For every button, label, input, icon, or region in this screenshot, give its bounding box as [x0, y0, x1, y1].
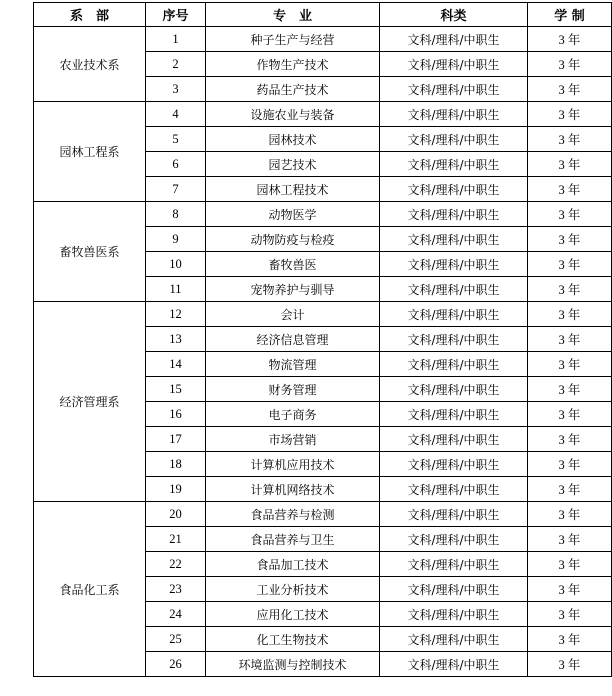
category-cell: 文科/理科/中职生 — [380, 452, 528, 477]
sequence-cell: 23 — [146, 577, 206, 602]
sequence-cell: 26 — [146, 652, 206, 677]
major-cell: 设施农业与装备 — [206, 102, 380, 127]
category-cell: 文科/理科/中职生 — [380, 152, 528, 177]
sequence-cell: 16 — [146, 402, 206, 427]
majors-table — [33, 2, 612, 677]
category-cell: 文科/理科/中职生 — [380, 327, 528, 352]
sequence-cell: 8 — [146, 202, 206, 227]
category-cell: 文科/理科/中职生 — [380, 477, 528, 502]
major-cell: 物流管理 — [206, 352, 380, 377]
header-dept: 系 部 — [34, 3, 146, 27]
category-cell: 文科/理科/中职生 — [380, 602, 528, 627]
major-cell: 宠物养护与驯导 — [206, 277, 380, 302]
duration-cell: 3 年 — [528, 77, 612, 102]
sequence-cell: 14 — [146, 352, 206, 377]
duration-cell: 3 年 — [528, 402, 612, 427]
major-cell: 畜牧兽医 — [206, 252, 380, 277]
category-cell: 文科/理科/中职生 — [380, 277, 528, 302]
sequence-cell: 1 — [146, 27, 206, 52]
major-cell: 计算机应用技术 — [206, 452, 380, 477]
department-cell: 园林工程系 — [34, 102, 146, 202]
sequence-cell: 5 — [146, 127, 206, 152]
duration-cell: 3 年 — [528, 127, 612, 152]
duration-cell: 3 年 — [528, 427, 612, 452]
sequence-cell: 21 — [146, 527, 206, 552]
duration-cell: 3 年 — [528, 602, 612, 627]
major-cell: 园林技术 — [206, 127, 380, 152]
category-cell: 文科/理科/中职生 — [380, 577, 528, 602]
major-cell: 应用化工技术 — [206, 602, 380, 627]
category-cell: 文科/理科/中职生 — [380, 252, 528, 277]
major-cell: 工业分析技术 — [206, 577, 380, 602]
table-body — [34, 27, 612, 677]
duration-cell: 3 年 — [528, 52, 612, 77]
major-cell: 作物生产技术 — [206, 52, 380, 77]
category-cell: 文科/理科/中职生 — [380, 102, 528, 127]
sequence-cell: 4 — [146, 102, 206, 127]
category-cell: 文科/理科/中职生 — [380, 227, 528, 252]
duration-cell: 3 年 — [528, 352, 612, 377]
table-row — [34, 27, 612, 52]
major-cell: 化工生物技术 — [206, 627, 380, 652]
duration-cell: 3 年 — [528, 652, 612, 677]
category-cell: 文科/理科/中职生 — [380, 127, 528, 152]
duration-cell: 3 年 — [528, 452, 612, 477]
header-category: 科类 — [380, 3, 528, 27]
duration-cell: 3 年 — [528, 27, 612, 52]
sequence-cell: 22 — [146, 552, 206, 577]
major-cell: 食品加工技术 — [206, 552, 380, 577]
major-cell: 种子生产与经营 — [206, 27, 380, 52]
category-cell: 文科/理科/中职生 — [380, 527, 528, 552]
sequence-cell: 3 — [146, 77, 206, 102]
duration-cell: 3 年 — [528, 627, 612, 652]
category-cell: 文科/理科/中职生 — [380, 202, 528, 227]
duration-cell: 3 年 — [528, 502, 612, 527]
duration-cell: 3 年 — [528, 177, 612, 202]
sequence-cell: 24 — [146, 602, 206, 627]
duration-cell: 3 年 — [528, 527, 612, 552]
duration-cell: 3 年 — [528, 252, 612, 277]
duration-cell: 3 年 — [528, 152, 612, 177]
sequence-cell: 25 — [146, 627, 206, 652]
sequence-cell: 6 — [146, 152, 206, 177]
category-cell: 文科/理科/中职生 — [380, 427, 528, 452]
duration-cell: 3 年 — [528, 227, 612, 252]
sequence-cell: 7 — [146, 177, 206, 202]
department-cell: 经济管理系 — [34, 302, 146, 502]
duration-cell: 3 年 — [528, 302, 612, 327]
major-cell: 环境监测与控制技术 — [206, 652, 380, 677]
sequence-cell: 11 — [146, 277, 206, 302]
sequence-cell: 15 — [146, 377, 206, 402]
major-cell: 药品生产技术 — [206, 77, 380, 102]
category-cell: 文科/理科/中职生 — [380, 52, 528, 77]
sequence-cell: 2 — [146, 52, 206, 77]
category-cell: 文科/理科/中职生 — [380, 302, 528, 327]
duration-cell: 3 年 — [528, 477, 612, 502]
sequence-cell: 9 — [146, 227, 206, 252]
department-cell: 农业技术系 — [34, 27, 146, 102]
major-cell: 会计 — [206, 302, 380, 327]
table-row — [34, 502, 612, 527]
department-cell: 畜牧兽医系 — [34, 202, 146, 302]
sequence-cell: 18 — [146, 452, 206, 477]
major-cell: 电子商务 — [206, 402, 380, 427]
sequence-cell: 10 — [146, 252, 206, 277]
major-cell: 食品营养与检测 — [206, 502, 380, 527]
sequence-cell: 17 — [146, 427, 206, 452]
table-row — [34, 202, 612, 227]
category-cell: 文科/理科/中职生 — [380, 402, 528, 427]
major-cell: 动物医学 — [206, 202, 380, 227]
sequence-cell: 13 — [146, 327, 206, 352]
major-cell: 食品营养与卫生 — [206, 527, 380, 552]
sequence-cell: 12 — [146, 302, 206, 327]
category-cell: 文科/理科/中职生 — [380, 627, 528, 652]
major-cell: 园林工程技术 — [206, 177, 380, 202]
category-cell: 文科/理科/中职生 — [380, 552, 528, 577]
category-cell: 文科/理科/中职生 — [380, 177, 528, 202]
category-cell: 文科/理科/中职生 — [380, 352, 528, 377]
sequence-cell: 20 — [146, 502, 206, 527]
header-seq: 序号 — [146, 3, 206, 27]
table-row — [34, 102, 612, 127]
header-duration: 学 制 — [528, 3, 612, 27]
major-cell: 市场营销 — [206, 427, 380, 452]
sequence-cell: 19 — [146, 477, 206, 502]
department-cell: 食品化工系 — [34, 502, 146, 677]
category-cell: 文科/理科/中职生 — [380, 502, 528, 527]
table-container — [33, 2, 612, 677]
duration-cell: 3 年 — [528, 327, 612, 352]
category-cell: 文科/理科/中职生 — [380, 652, 528, 677]
duration-cell: 3 年 — [528, 202, 612, 227]
major-cell: 园艺技术 — [206, 152, 380, 177]
major-cell: 财务管理 — [206, 377, 380, 402]
duration-cell: 3 年 — [528, 277, 612, 302]
header-major: 专 业 — [206, 3, 380, 27]
table-row — [34, 302, 612, 327]
duration-cell: 3 年 — [528, 102, 612, 127]
category-cell: 文科/理科/中职生 — [380, 377, 528, 402]
category-cell: 文科/理科/中职生 — [380, 27, 528, 52]
duration-cell: 3 年 — [528, 377, 612, 402]
major-cell: 计算机网络技术 — [206, 477, 380, 502]
major-cell: 动物防疫与检疫 — [206, 227, 380, 252]
major-cell: 经济信息管理 — [206, 327, 380, 352]
duration-cell: 3 年 — [528, 577, 612, 602]
duration-cell: 3 年 — [528, 552, 612, 577]
table-header-row — [34, 3, 612, 27]
category-cell: 文科/理科/中职生 — [380, 77, 528, 102]
